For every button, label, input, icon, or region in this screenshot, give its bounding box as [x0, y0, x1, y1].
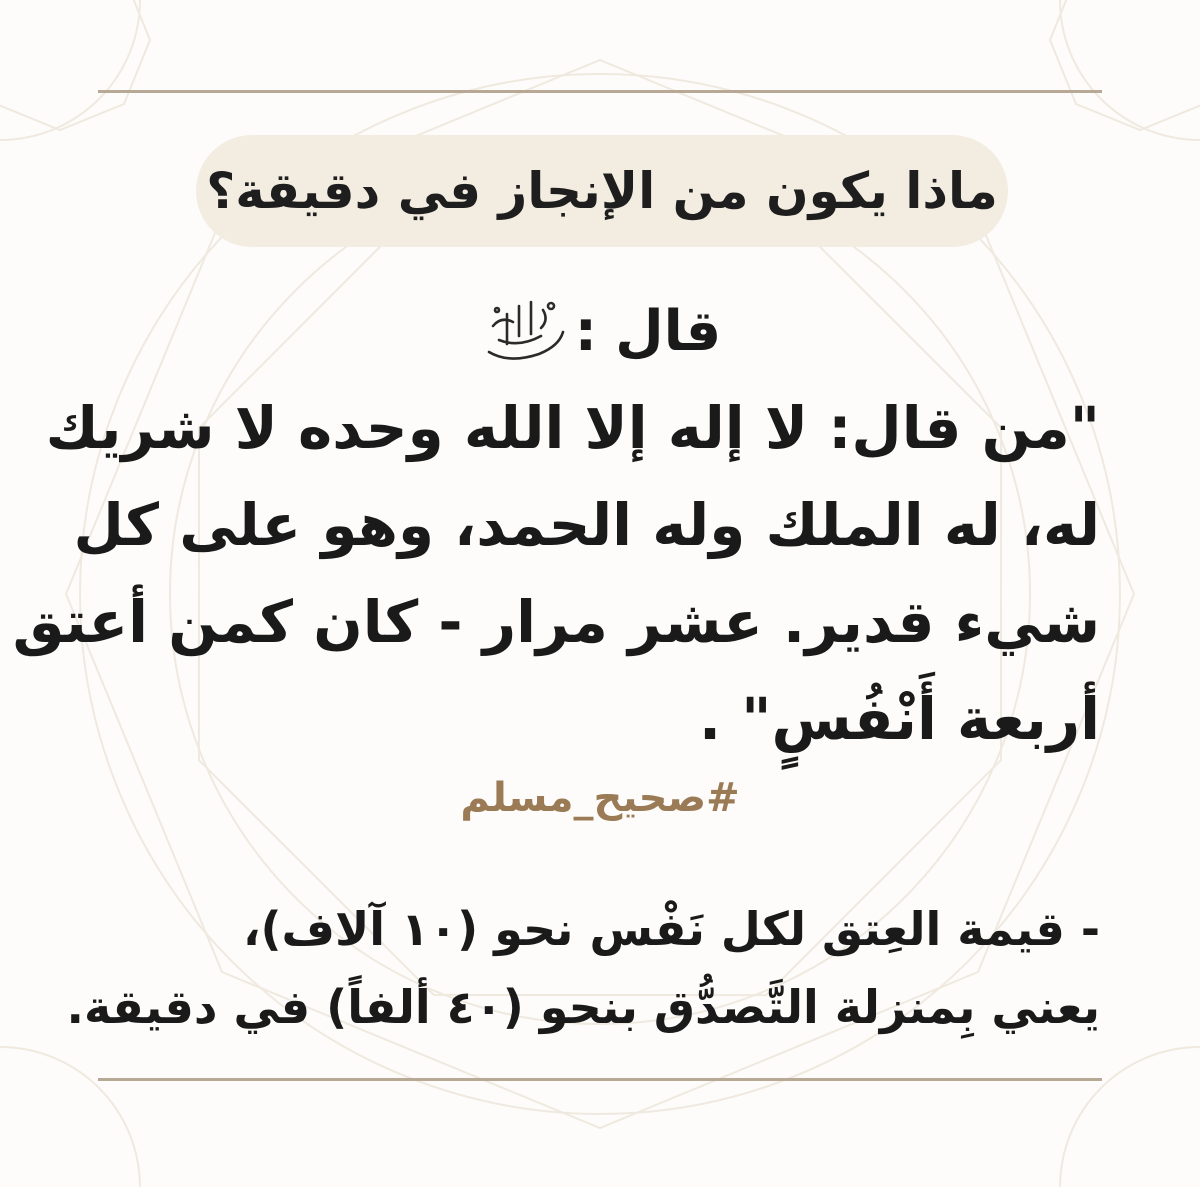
- note-line: يعني بِمنزلة التَّصدُّق بنحو (٤٠ ألفاً) في دقيقة.: [66, 980, 1100, 1034]
- source-hashtag: #صحيح_مسلم: [460, 775, 740, 821]
- top-divider: [98, 90, 1102, 93]
- hadith-intro: [0, 292, 1200, 370]
- salawat-calligraphy: [479, 292, 597, 370]
- hadith-line: أربعة أَنْفُسٍ" .: [699, 685, 1100, 753]
- title-banner: [196, 135, 1008, 247]
- explanation-note: [66, 890, 1100, 1046]
- hadith-line: "من قال: لا إله إلا الله وحده لا شريك: [45, 394, 1100, 462]
- hadith-text: [12, 380, 1100, 768]
- salawat-glyph: [479, 292, 571, 370]
- hadith-line: له، له الملك وله الحمد، وهو على كل: [73, 491, 1100, 559]
- said-word: قال: [615, 298, 722, 364]
- intro-colon: :: [574, 298, 598, 364]
- page-title: ماذا يكون من الإنجاز في دقيقة؟: [206, 162, 998, 220]
- hadith-line: شيء قدير. عشر مرار - كان كمن أعتق: [12, 588, 1100, 656]
- note-line: - قيمة العِتق لكل نَفْس نحو (١٠ آلاف)،: [243, 902, 1100, 956]
- bottom-divider: [98, 1078, 1102, 1081]
